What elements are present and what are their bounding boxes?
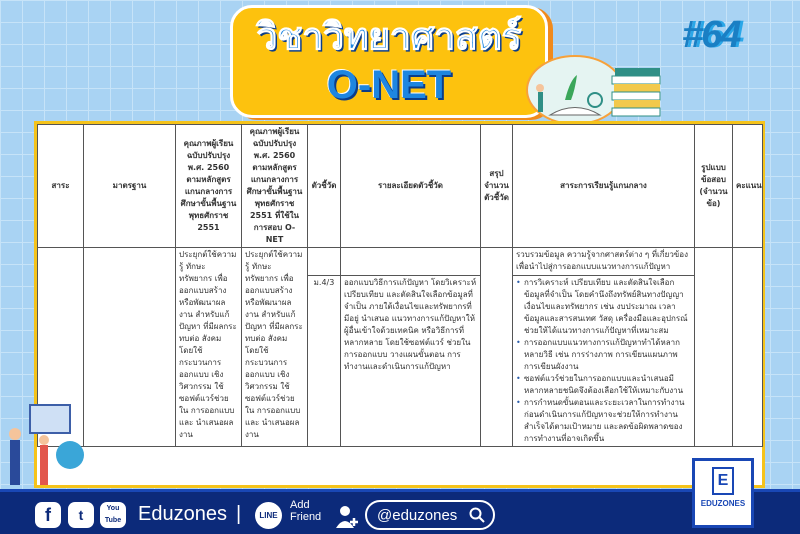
list-item: • การวิเคราะห์ เปรียบเทียบ และตัดสินใจเลือกข้อมูลที่จำเป็น โดยคำนึงถึงทรัพย์สินทางปัญญา เงื่อนไขและทรัพยากร เช่น งบประมาณ เวลา ข้อมูลและสารสนเทศ วัสดุ เครื่องมือและอุปกรณ์ ช่วยให้ได้แนวทางการแก้ปัญหาที่เหมาะสม [516, 277, 691, 337]
header-score: คะแนน [733, 125, 763, 248]
youtube-icon[interactable]: You Tube [100, 502, 126, 528]
header-learner-quality: คุณภาพผู้เรียน ฉบับปรับปรุง พ.ศ. 2560 ตามหลักสูตรแกนกลางการศึกษาขั้นพื้นฐาน พุทธศักราช 2551 [176, 125, 242, 248]
table-row [38, 248, 763, 276]
cell-indicator: ม.4/3 [308, 276, 341, 447]
table-header-row [38, 125, 763, 248]
header-strand: สาระ [38, 125, 84, 248]
search-icon [469, 507, 485, 523]
line-id-search-box[interactable] [365, 500, 495, 530]
brand-name: Eduzones [138, 503, 227, 525]
eduzones-logo [692, 458, 754, 528]
logo-text: EDUZONES [700, 499, 746, 508]
cell-exam-format [695, 248, 733, 447]
separator: | [236, 503, 242, 525]
header-exam-format: รูปแบบข้อสอบ (จำนวนข้อ) [695, 125, 733, 248]
title-banner [230, 5, 548, 118]
episode-number: #64 [682, 14, 740, 56]
list-item: • การกำหนดขั้นตอนและระยะเวลาในการทำงานก่อนดำเนินการแก้ปัญหาจะช่วยให้การทำงานสำเร็จได้ตามเป้าหมาย และลดข้อผิดพลาดของการทำงานที่อาจเกิดขึ้น [516, 397, 691, 445]
list-item: • การออกแบบแนวทางการแก้ปัญหาทำได้หลากหลายวิธี เช่น การร่างภาพ การเขียนแผนภาพ การเขียนผังงาน [516, 337, 691, 373]
line-icon[interactable]: LINE [255, 502, 282, 529]
cell-indicator-detail: ออกแบบวิธีการแก้ปัญหา โดยวิเคราะห์ เปรียบเทียบ และตัดสินใจเลือกข้อมูลที่จำเป็น ภายใต้เงื่อนไขและทรัพยากรที่มีอยู่ นำเสนอ แนวทางการแก้ปัญหาให้ผู้อื่นเข้าใจด้วยเทคนิค หรือวิธีการที่หลากหลาย โดยใช้ซอฟต์แวร์ ช่วยในการออกแบบ วางแผนขั้นตอน การทำงานและดำเนินการแก้ปัญหา [341, 276, 481, 447]
logo-mark: E [712, 467, 734, 495]
books-illustration-icon [520, 40, 680, 122]
cell-learner-quality: ประยุกต์ใช้ความรู้ ทักษะ ทรัพยากร เพื่อออกแบบสร้าง หรือพัฒนาผลงาน สำหรับแก้ปัญหา ที่มีผลกระทบต่อ สังคม โดยใช้ กระบวนการ ออกแบบ เชิงวิศวกรรม ใช้ ซอฟต์แวร์ช่วยใน การออกแบบและ นำเสนอผลงาน [176, 248, 242, 447]
twitter-icon[interactable]: t [68, 502, 94, 528]
header-standard: มาตรฐาน [84, 125, 176, 248]
cell-learner-quality-onet: ประยุกต์ใช้ความรู้ ทักษะ ทรัพยากร เพื่อออกแบบสร้าง หรือพัฒนาผลงาน สำหรับแก้ปัญหา ที่มีผลกระทบต่อ สังคม โดยใช้ กระบวนการ ออกแบบ เชิงวิศวกรรม ใช้ ซอฟต์แวร์ช่วยใน การออกแบบและ นำเสนอผลงาน [242, 248, 308, 447]
header-indicator: ตัวชี้วัด [308, 125, 341, 248]
add-text: Add [290, 499, 310, 511]
header-learner-quality-onet: คุณภาพผู้เรียน ฉบับปรับปรุง พ.ศ. 2560 ตามหลักสูตรแกนกลางการศึกษาขั้นพื้นฐาน พุทธศักราช 2551 ที่ใช้ในการสอบ O-NET [242, 125, 308, 248]
header-core-content: สาระการเรียนรู้แกนกลาง [513, 125, 695, 248]
title-onet: O-NET [326, 63, 452, 107]
header-indicator-detail: รายละเอียดตัวชี้วัด [341, 125, 481, 248]
cell-indicator-empty [308, 248, 341, 276]
add-user-icon [335, 504, 359, 528]
line-handle: @eduzones [377, 507, 458, 524]
friend-text: Friend [290, 511, 322, 523]
title-thai: วิชาวิทยาศาสตร์ [256, 16, 522, 57]
list-item: • ซอฟต์แวร์ช่วยในการออกแบบและนำเสนอมีหลากหลายชนิดจึงต้องเลือกใช้ให้เหมาะกับงาน [516, 373, 691, 397]
cell-score [733, 248, 763, 447]
cell-indicator-count [481, 248, 513, 447]
facebook-icon[interactable]: f [35, 502, 61, 528]
students-illustration-icon [0, 400, 100, 490]
footer-bar [0, 489, 800, 534]
add-friend-label[interactable] [290, 499, 321, 523]
cell-content-top: รวบรวมข้อมูล ความรู้จากศาสตร์ต่าง ๆ ที่เกี่ยวข้อง เพื่อนำไปสู่การออกแบบแนวทางการแก้ปัญหา [513, 248, 695, 276]
header-indicator-count: สรุปจำนวนตัวชี้วัด [481, 125, 513, 248]
cell-detail-empty [341, 248, 481, 276]
onet-blueprint-table [34, 121, 765, 488]
cell-content-bullets [513, 276, 695, 447]
